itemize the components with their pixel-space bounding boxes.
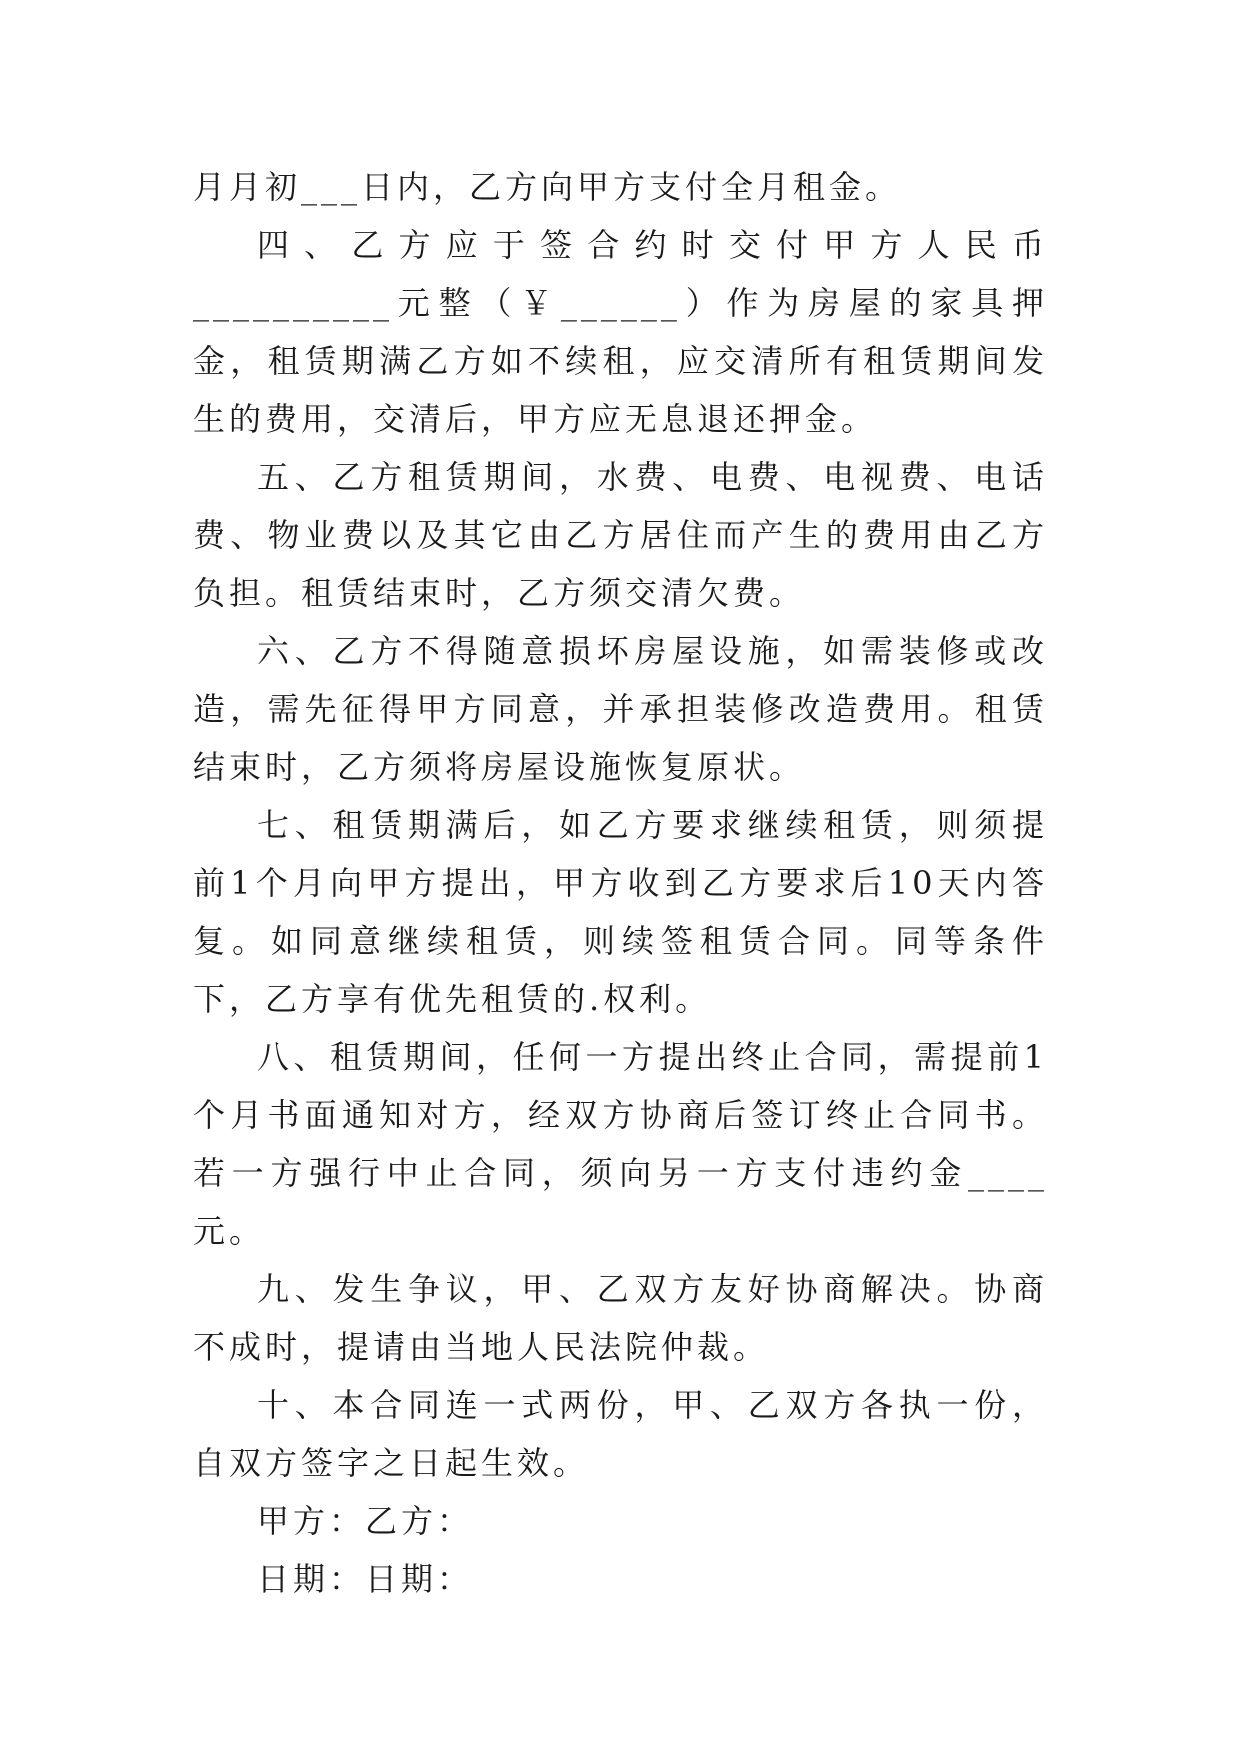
date-line: 日期：日期： <box>257 1560 474 1598</box>
paragraph-utility-fees: 五、乙方租赁期间，水费、电费、电视费、电话费、物业费以及其它由乙方居住而产生的费用由乙方负担。租赁结束时，乙方须交清欠费。 <box>193 458 1048 612</box>
paragraph-deposit: 四、乙方应于签合约时交付甲方人民币__________元整（￥______）作为房屋的家具押金，租赁期满乙方如不续租，应交清所有租赁期间发生的费用，交清后，甲方应无息退还押金。 <box>193 226 1048 438</box>
paragraph-dispute: 九、发生争议，甲、乙双方友好协商解决。协商不成时，提请由当地人民法院仲裁。 <box>193 1270 1048 1366</box>
contract-body <box>193 158 1048 1608</box>
paragraph-termination: 八、租赁期间，任何一方提出终止合同，需提前1个月书面通知对方，经双方协商后签订终止合同书。若一方强行中止合同，须向另一方支付违约金____元。 <box>193 1038 1048 1250</box>
signature-line: 甲方：乙方： <box>257 1502 474 1540</box>
paragraph-rent-payment: 月月初___日内，乙方向甲方支付全月租金。 <box>193 168 902 206</box>
paragraph-renewal: 七、租赁期满后，如乙方要求继续租赁，则须提前1个月向甲方提出，甲方收到乙方要求后10天内答复。如同意继续租赁，则续签租赁合同。同等条件下，乙方享有优先租赁的.权利。 <box>193 806 1048 1018</box>
paragraph-copies: 十、本合同连一式两份，甲、乙双方各执一份，自双方签字之日起生效。 <box>193 1386 1048 1482</box>
paragraph-facilities: 六、乙方不得随意损坏房屋设施，如需装修或改造，需先征得甲方同意，并承担装修改造费用。租赁结束时，乙方须将房屋设施恢复原状。 <box>193 632 1048 786</box>
